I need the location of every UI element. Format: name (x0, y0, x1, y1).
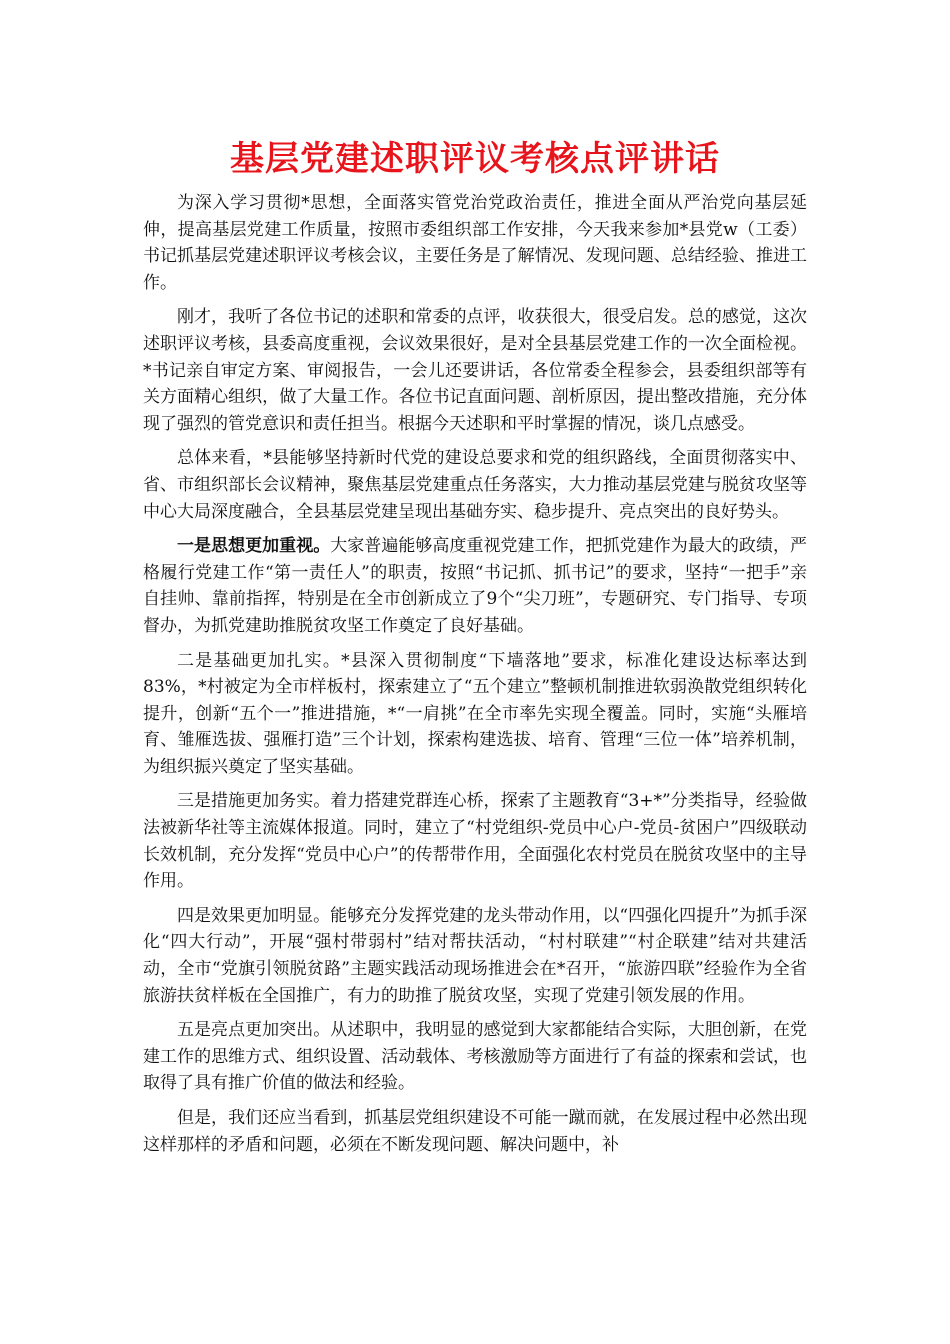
paragraph-1: 为深入学习贯彻*思想，全面落实管党治党政治责任，推进全面从严治党向基层延伸，提高基层党建工作质量，按照市委组织部工作安排，今天我来参加*县党w（工委）书记抓基层党建述职评议考核会议，主要任务是了解情况、发现问题、总结经验、推进工作。 (143, 193, 807, 293)
document-title: 基层党建述职评议考核点评讲话 (230, 139, 720, 179)
paragraph-7: 四是效果更加明显。能够充分发挥党建的龙头带动作用，以“四强化四提升”为抓手深化“四大行动”，开展“强村带弱村”结对帮扶活动，“村村联建”“村企联建”结对共建活动，全市“党旗引领脱贫路”主题实践活动现场推进会在*召开，“旅游四联”经验作为全省旅游扶贫样板在全国推广，有力的助推了脱贫攻坚，实现了党建引领发展的作用。 (143, 905, 807, 1006)
paragraph-4: 一是思想更加重视。大家普遍能够高度重视党建工作，把抓党建作为最大的政绩，严格履行党建工作“第一责任人”的职责，按照“书记抓、抓书记”的要求，坚持“一把手”亲自挂帅、靠前指挥，特别是在全市创新成立了9个“尖刀班”，专题研究、专门指导、专项督办，为抓党建助推脱贫攻坚工作奠定了良好基础。 (143, 536, 807, 636)
paragraph-5: 二是基础更加扎实。*县深入贯彻制度“下墙落地”要求，标准化建设达标率达到83%，*村被定为全市样板村，探索建立了“五个建立”整顿机制推进软弱涣散党组织转化提升，创新“五个一”推进措施，*“一肩挑”在全市率先实现全覆盖。同时，实施“头雁培育、雏雁选拔、强雁打造”三个计划，探索构建选拔、培育、管理“三位一体”培养机制，为组织振兴奠定了坚实基础。 (143, 650, 807, 777)
paragraph-6: 三是措施更加务实。着力搭建党群连心桥，探索了主题教育“3+*”分类指导，经验做法被新华社等主流媒体报道。同时，建立了“村党组织-党员中心户-党员-贫困户”四级联动长效机制，充分发挥“党员中心户”的传帮带作用，全面强化农村党员在脱贫攻坚中的主导作用。 (143, 791, 807, 892)
paragraph-9: 但是，我们还应当看到，抓基层党组织建设不可能一蹴而就，在发展过程中必然出现这样那样的矛盾和问题，必须在不断发现问题、解决问题中，补 (143, 1108, 807, 1155)
paragraph-2: 刚才，我听了各位书记的述职和常委的点评，收获很大，很受启发。总的感觉，这次述职评议考核，县委高度重视，会议效果很好，是对全县基层党建工作的一次全面检视。*书记亲自审定方案、审阅报告，一会儿还要讲话，各位常委全程参会，县委组织部等有关方面精心组织，做了大量工作。各位书记直面问题、剖析原因，提出整改措施，充分体现了强烈的管党意识和责任担当。根据今天述职和平时掌握的情况，谈几点感受。 (143, 307, 807, 434)
document-body (143, 190, 807, 1166)
paragraph-3: 总体来看，*县能够坚持新时代党的建设总要求和党的组织路线，全面贯彻落实中、省、市组织部长会议精神，聚焦基层党建重点任务落实，大力推动基层党建与脱贫攻坚等中心大局深度融合，全县基层党建呈现出基础夯实、稳步提升、亮点突出的良好势头。 (143, 448, 807, 522)
paragraph-lead-bold: 一是思想更加重视。 (177, 536, 331, 557)
paragraph-8: 五是亮点更加突出。从述职中，我明显的感觉到大家都能结合实际，大胆创新，在党建工作的思维方式、组织设置、活动载体、考核激励等方面进行了有益的探索和尝试，也取得了具有推广价值的做法和经验。 (143, 1020, 807, 1094)
